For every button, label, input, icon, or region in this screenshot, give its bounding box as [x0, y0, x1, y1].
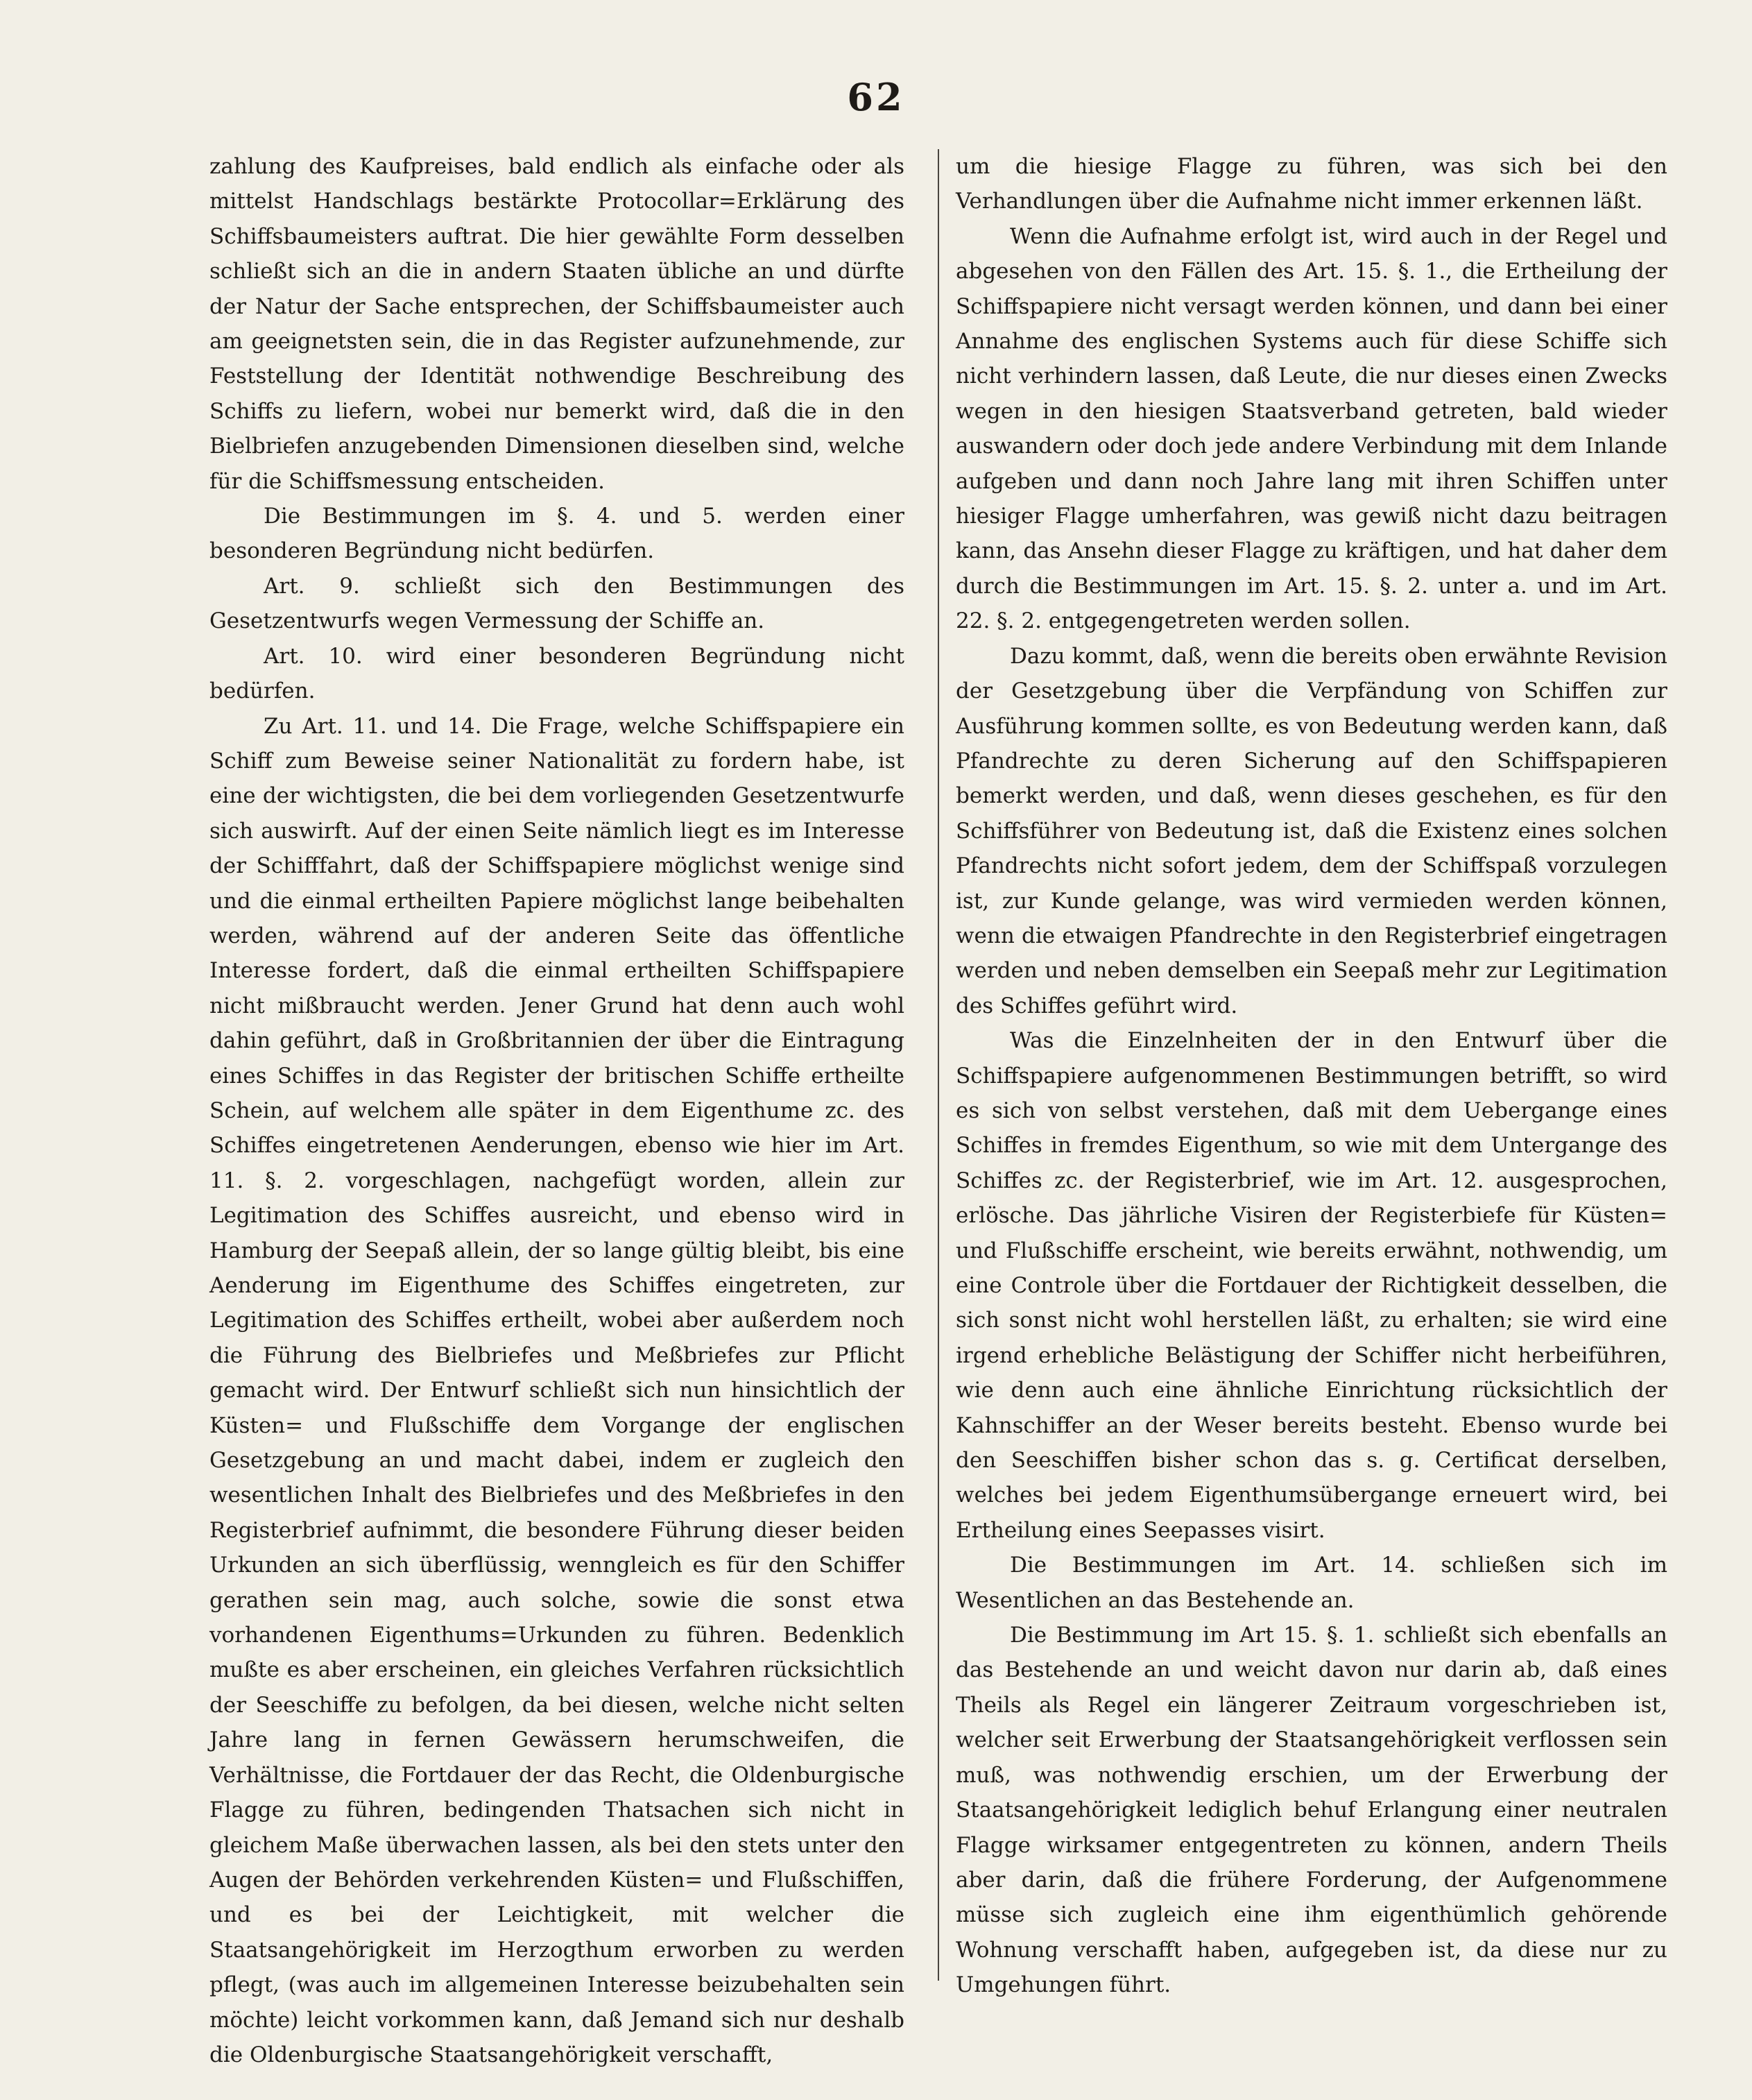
paragraph: Die Bestimmung im Art 15. §. 1. schließt sich ebenfalls an das Bestehende an und weicht davon nur darin ab, daß eines Theils als Regel ein längerer Zeitraum vorgeschrieben ist, welcher seit Erwerbung der Staatsangehörigkeit verflossen sein muß, was nothwendig erschien, um der Erwerbung der Staatsangehörigkeit lediglich behuf Erlangung einer neutralen Flagge wirksamer entgegentreten zu können, andern Theils aber darin, daß die frühere Forderung, der Aufgenommene müsse sich zugleich eine ihm eigenthümlich gehörende Wohnung verschafft haben, aufgegeben ist, da diese nur zu Umgehungen führt.	[956, 1623, 1667, 1998]
paragraph: Die Bestimmungen im §. 4. und 5. werden einer besonderen Begründung nicht bedürfen.	[209, 504, 904, 564]
paragraph: Art. 10. wird einer besonderen Begründung nicht bedürfen.	[209, 643, 904, 704]
paragraph: Die Bestimmungen im Art. 14. schließen sich im Wesentlichen an das Bestehende an.	[956, 1553, 1667, 1613]
column-divider	[938, 149, 939, 1981]
paragraph: Was die Einzelnheiten der in den Entwurf über die Schiffspapiere aufgenommenen Bestimmungen betrifft, so wird es sich von selbst verstehen, daß mit dem Uebergange eines Schiffes in fremdes Eigenthum, so wie mit dem Untergange des Schiffes zc. der Registerbrief, wie im Art. 12. ausgesprochen, erlösche. Das jährliche Visiren der Registerbiefe für Küsten= und Flußschiffe erscheint, wie bereits erwähnt, nothwendig, um eine Controle über die Fortdauer der Richtigkeit desselben, die sich sonst nicht wohl herstellen läßt, zu erhalten; sie wird eine irgend erhebliche Belästigung der Schiffer nicht herbeiführen, wie denn auch eine ähnliche Einrichtung rücksichtlich der Kahnschiffer an der Weser bereits besteht. Ebenso wurde bei den Seeschiffen bisher schon das s. g. Certificat derselben, welches bei jedem Eigenthumsübergange erneuert wird, bei Ertheilung eines Seepasses visirt.	[956, 1028, 1667, 1543]
paragraph: Wenn die Aufnahme erfolgt ist, wird auch in der Regel und abgesehen von den Fällen des Art. 15. §. 1., die Ertheilung der Schiffspapiere nicht versagt werden können, und dann bei einer Annahme des englischen Systems auch für diese Schiffe sich nicht verhindern lassen, daß Leute, die nur dieses einen Zwecks wegen in den hiesigen Staatsverband getreten, bald wieder auswandern oder doch jede andere Verbindung mit dem Inlande aufgeben und dann noch Jahre lang mit ihren Schiffen unter hiesiger Flagge umherfahren, was gewiß nicht dazu beitragen kann, das Ansehn dieser Flagge zu kräftigen, und hat daher dem durch die Bestimmungen im Art. 15. §. 2. unter a. und im Art. 22. §. 2. entgegengetreten werden sollen.	[956, 223, 1667, 634]
paragraph: um die hiesige Flagge zu führen, was sich bei den Verhandlungen über die Aufnahme nicht immer erkennen läßt.	[956, 154, 1667, 214]
paragraph: Art. 9. schließt sich den Bestimmungen des Gesetzentwurfs wegen Vermessung der Schiffe an.	[209, 573, 904, 634]
left-column	[209, 149, 904, 2072]
paragraph: Dazu kommt, daß, wenn die bereits oben erwähnte Revision der Gesetzgebung über die Verpfändung von Schiffen zur Ausführung kommen sollte, es von Bedeutung werden kann, daß Pfandrechte zu deren Sicherung auf den Schiffspapieren bemerkt werden, und daß, wenn dieses geschehen, es für den Schiffsführer von Bedeutung ist, daß die Existenz eines solchen Pfandrechts nicht sofort jedem, dem der Schiffspaß vorzulegen ist, zur Kunde gelange, was wird vermieden werden können, wenn die etwaigen Pfandrechte in den Registerbrief eingetragen werden und neben demselben ein Seepaß mehr zur Legitimation des Schiffes geführt wird.	[956, 643, 1667, 1018]
paragraph: zahlung des Kaufpreises, bald endlich als einfache oder als mittelst Handschlags bestärkte Protocollar=Erklärung des Schiffsbaumeisters auftrat. Die hier gewählte Form desselben schließt sich an die in andern Staaten übliche an und dürfte der Natur der Sache entsprechen, der Schiffsbaumeister auch am geeignetsten sein, die in das Register aufzunehmende, zur Feststellung der Identität nothwendige Beschreibung des Schiffs zu liefern, wobei nur bemerkt wird, daß die in den Bielbriefen anzugebenden Dimensionen dieselben sind, welche für die Schiffsmessung entscheiden.	[209, 154, 904, 494]
paragraph: Zu Art. 11. und 14. Die Frage, welche Schiffspapiere ein Schiff zum Beweise seiner Nationalität zu fordern habe, ist eine der wichtigsten, die bei dem vorliegenden Gesetzentwurfe sich auswirft. Auf der einen Seite nämlich liegt es im Interesse der Schifffahrt, daß der Schiffspapiere möglichst wenige sind und die einmal ertheilten Papiere möglichst lange beibehalten werden, während auf der anderen Seite das öffentliche Interesse fordert, daß die einmal ertheilten Schiffspapiere nicht mißbraucht werden. Jener Grund hat denn auch wohl dahin geführt, daß in Großbritannien der über die Eintragung eines Schiffes in das Register der britischen Schiffe ertheilte Schein, auf welchem alle später in dem Eigenthume zc. des Schiffes eingetretenen Aenderungen, ebenso wie hier im Art. 11. §. 2. vorgeschlagen, nachgefügt worden, allein zur Legitimation des Schiffes ausreicht, und ebenso wird in Hamburg der Seepaß allein, der so lange gültig bleibt, bis eine Aenderung im Eigenthume des Schiffes eingetreten, zur Legitimation des Schiffes ertheilt, wobei aber außerdem noch die Führung des Bielbriefes und Meßbriefes zur Pflicht gemacht wird. Der Entwurf schließt sich nun hinsichtlich der Küsten= und Flußschiffe dem Vorgange der englischen Gesetzgebung an und macht dabei, indem er zugleich den wesentlichen Inhalt des Bielbriefes und des Meßbriefes in den Registerbrief aufnimmt, die besondere Führung dieser beiden Urkunden an sich überflüssig, wenngleich es für den Schiffer gerathen sein mag, auch solche, sowie die sonst etwa vorhandenen Eigenthums=Urkunden zu führen. Bedenklich mußte es aber erscheinen, ein gleiches Verfahren rücksichtlich der Seeschiffe zu befolgen, da bei diesen, welche nicht selten Jahre lang in fernen Gewässern herumschweifen, die Verhältnisse, die Fortdauer der das Recht, die Oldenburgische Flagge zu führen, bedingenden Thatsachen sich nicht in gleichem Maße überwachen lassen, als bei den stets unter den Augen der Behörden verkehrenden Küsten= und Flußschiffen, und es bei der Leichtigkeit, mit welcher die Staatsangehörigkeit im Herzogthum erworben zu werden pflegt, (was auch im allgemeinen Interesse beizubehalten sein möchte) leicht vorkommen kann, daß Jemand sich nur deshalb die Oldenburgische Staatsangehörigkeit verschafft,	[209, 713, 904, 2067]
right-column	[956, 149, 1667, 2003]
page-number: 62	[847, 75, 905, 119]
